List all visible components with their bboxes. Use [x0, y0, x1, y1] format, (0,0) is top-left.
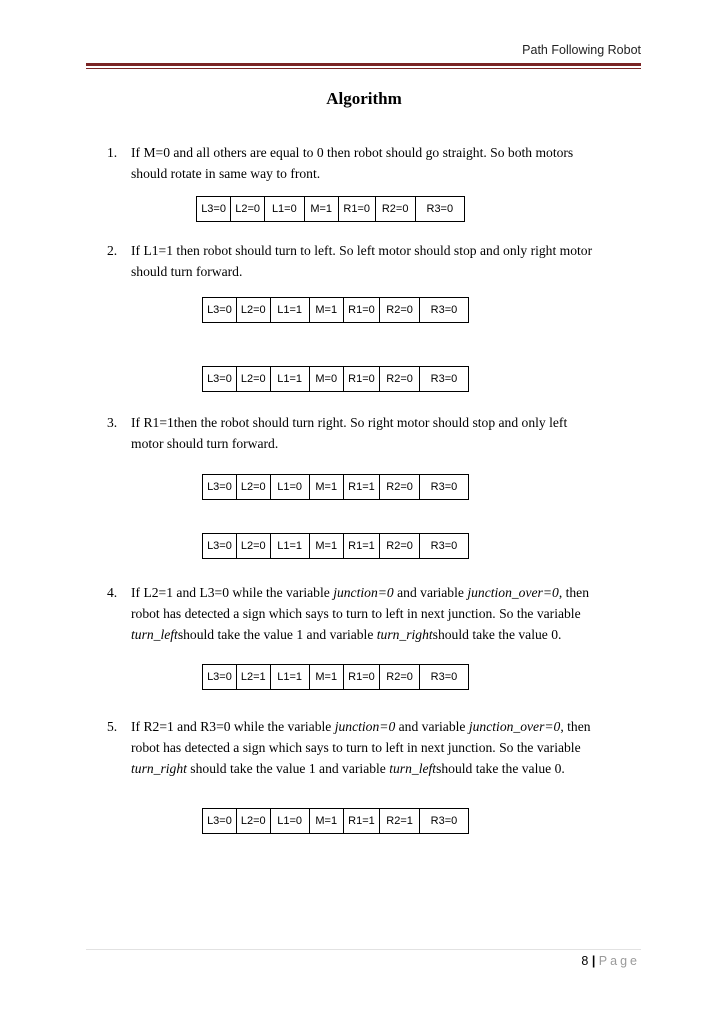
text-segment: If L1=1 then robot should turn to left. So left motor should stop and only right motor	[131, 243, 593, 258]
sensor-cell: L1=1	[271, 665, 310, 689]
variable-name: junction=0	[333, 585, 394, 600]
sensor-cell: L1=0	[265, 197, 305, 221]
sensor-cell: L2=0	[237, 809, 271, 833]
sensor-cell: L3=0	[203, 475, 237, 499]
text-segment: If L2=1 and L3=0 while the variable	[131, 585, 334, 600]
running-header: Path Following Robot	[522, 43, 641, 57]
sensor-state-box	[202, 808, 469, 834]
sensor-cell: R3=0	[430, 481, 458, 493]
step-text	[131, 240, 637, 282]
sensor-cell: L2=0	[237, 534, 271, 558]
sensor-cell: R1=1	[344, 475, 381, 499]
variable-name: junction_over=0	[468, 719, 561, 734]
text-segment: robot has detected a sign which says to turn to left in next junction. So the variable	[131, 606, 581, 621]
sensor-cell: M=1	[310, 665, 344, 689]
sensor-cell: M=0	[310, 367, 344, 391]
step-text-line	[131, 240, 637, 261]
sensor-cell: M=1	[310, 475, 344, 499]
sensor-cell: R2=1	[380, 809, 420, 833]
sensor-state-box	[196, 196, 465, 222]
text-segment: should rotate in same way to front.	[131, 166, 321, 181]
step-text	[131, 412, 637, 454]
sensor-cell: R2=0	[380, 475, 420, 499]
sensor-cell: L1=1	[271, 367, 310, 391]
sensor-cell: R3=0	[430, 540, 458, 552]
text-segment: and variable	[393, 585, 468, 600]
sensor-cell: M=1	[310, 534, 344, 558]
sensor-cell: L1=0	[271, 475, 310, 499]
text-segment: should take the value 0.	[436, 761, 565, 776]
step-number: 2.	[107, 243, 118, 258]
sensor-cell: R3=0	[430, 815, 458, 827]
sensor-cell: R3=0	[430, 671, 458, 683]
variable-name: turn_left	[389, 761, 437, 776]
step-text-line	[131, 624, 637, 645]
variable-name: turn_right	[376, 627, 433, 642]
sensor-cell: R1=0	[344, 665, 381, 689]
sensor-cell: R1=1	[344, 809, 381, 833]
sensor-cell: L3=0	[203, 298, 237, 322]
text-segment: should turn forward.	[131, 264, 243, 279]
sensor-cell: R2=0	[380, 534, 420, 558]
sensor-cell: L1=1	[271, 298, 310, 322]
text-segment: motor should turn forward.	[131, 436, 279, 451]
sensor-cell: R1=0	[344, 367, 381, 391]
sensor-cell: L3=0	[203, 665, 237, 689]
page-title: Algorithm	[326, 89, 402, 108]
sensor-cell: R1=0	[339, 197, 376, 221]
variable-name: turn_left	[131, 627, 178, 642]
sensor-cell: M=1	[305, 197, 339, 221]
footer-rule	[86, 949, 641, 950]
sensor-cell: L2=0	[237, 475, 271, 499]
step-text-line	[131, 737, 637, 758]
algorithm-step	[107, 582, 637, 645]
algorithm-step	[107, 716, 637, 779]
text-segment: should take the value 0.	[432, 627, 562, 642]
step-text-line	[131, 716, 637, 737]
sensor-cell: L1=1	[271, 534, 310, 558]
sensor-cell: L2=0	[237, 298, 271, 322]
page-footer	[581, 954, 640, 968]
sensor-cell: R3=0	[426, 203, 454, 215]
step-text-line	[131, 163, 637, 184]
sensor-cell: R3=0	[430, 304, 458, 316]
sensor-state-box	[202, 297, 469, 323]
step-text-line	[131, 261, 637, 282]
variable-name: junction=0	[334, 719, 396, 734]
text-segment: If M=0 and all others are equal to 0 then robot should go straight. So both motors	[131, 145, 574, 160]
text-segment: should take the value 1 and variable	[186, 761, 390, 776]
step-text	[131, 582, 637, 645]
sensor-state-box	[202, 366, 469, 392]
sensor-cell: R1=0	[344, 298, 381, 322]
sensor-cell: L2=0	[231, 197, 265, 221]
step-text-line	[131, 412, 637, 433]
algorithm-step	[107, 142, 637, 184]
text-segment: , then	[558, 585, 590, 600]
sensor-cell: L3=0	[203, 367, 237, 391]
step-number: 4.	[107, 585, 118, 600]
sensor-cell: L1=0	[271, 809, 310, 833]
footer-separator: |	[591, 954, 596, 968]
step-text	[131, 716, 637, 779]
step-text-line	[131, 603, 637, 624]
step-text-line	[131, 582, 637, 603]
sensor-cell: M=1	[310, 298, 344, 322]
sensor-state-box	[202, 664, 469, 690]
variable-name: turn_right	[131, 761, 187, 776]
sensor-cell: L3=0	[203, 534, 237, 558]
sensor-cell: M=1	[310, 809, 344, 833]
sensor-cell: L3=0	[203, 809, 237, 833]
text-segment: If R2=1 and R3=0 while the variable	[131, 719, 335, 734]
page-number: 8	[581, 954, 589, 968]
step-number: 1.	[107, 145, 118, 160]
sensor-cell: R3=0	[430, 373, 458, 385]
text-segment: and variable	[395, 719, 469, 734]
header-rule-thin	[86, 68, 641, 69]
sensor-cell: L3=0	[197, 197, 231, 221]
sensor-cell: R2=0	[376, 197, 416, 221]
sensor-cell: R1=1	[344, 534, 381, 558]
variable-name: junction_over=0	[467, 585, 559, 600]
text-segment: If R1=1then the robot should turn right. So right motor should stop and only left	[131, 415, 568, 430]
page-label: Page	[598, 954, 640, 968]
step-number: 3.	[107, 415, 118, 430]
sensor-cell: R2=0	[380, 298, 420, 322]
text-segment: , then	[560, 719, 591, 734]
sensor-cell: R2=0	[380, 665, 420, 689]
step-number: 5.	[107, 719, 118, 734]
sensor-state-box	[202, 533, 469, 559]
step-text	[131, 142, 637, 184]
header-rule	[86, 63, 641, 66]
algorithm-step	[107, 240, 637, 282]
step-text-line	[131, 758, 637, 779]
sensor-state-box	[202, 474, 469, 500]
text-segment: should take the value 1 and variable	[177, 627, 377, 642]
algorithm-step	[107, 412, 637, 454]
step-text-line	[131, 142, 637, 163]
sensor-cell: L2=0	[237, 367, 271, 391]
sensor-cell: R2=0	[380, 367, 420, 391]
text-segment: robot has detected a sign which says to turn to left in next junction. So the variable	[131, 740, 581, 755]
sensor-cell: L2=1	[237, 665, 271, 689]
step-text-line	[131, 433, 637, 454]
